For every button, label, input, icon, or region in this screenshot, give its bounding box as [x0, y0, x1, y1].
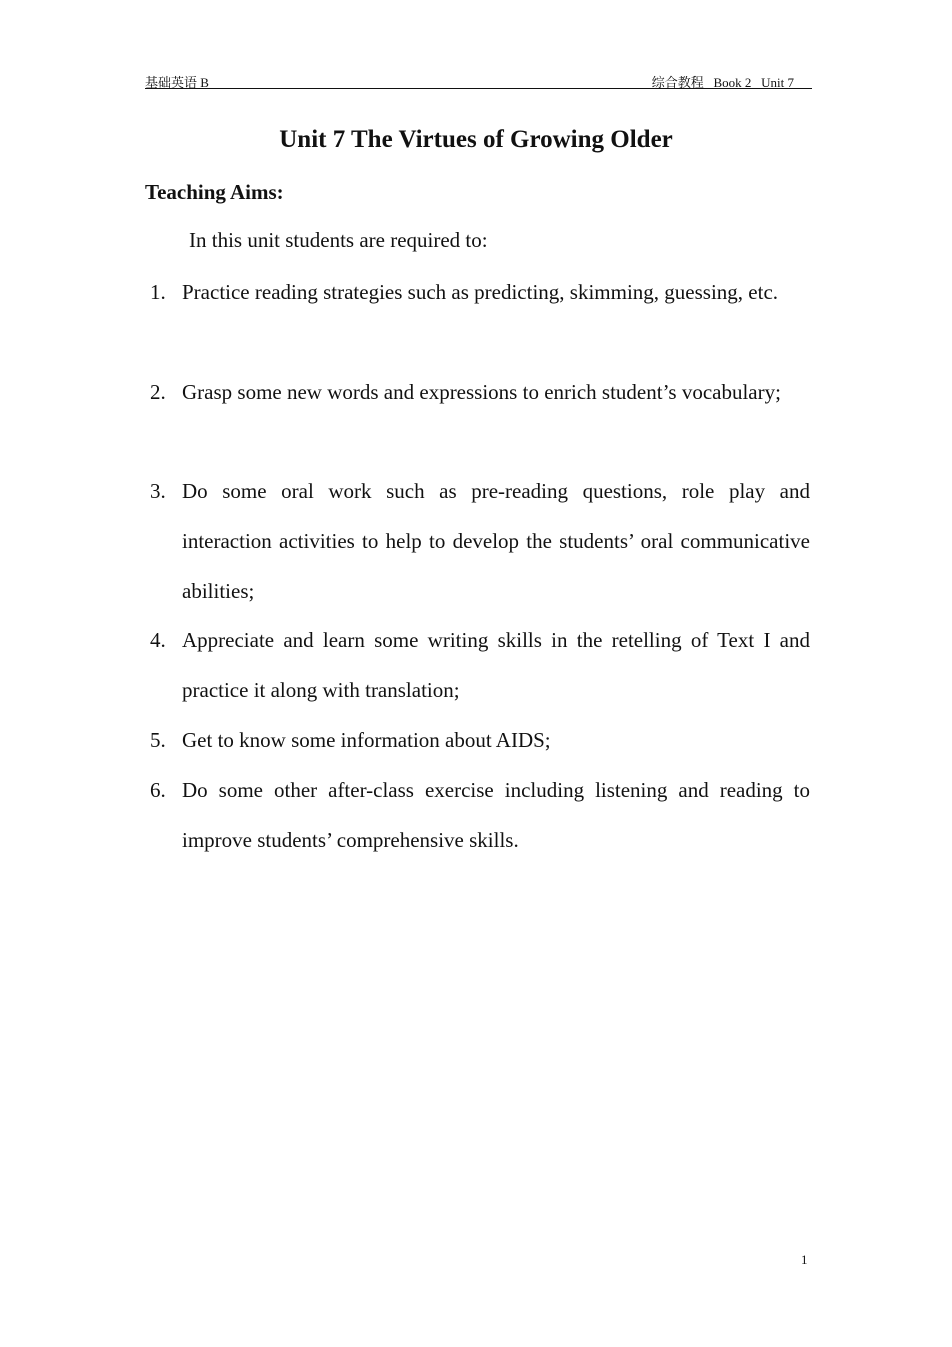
aim-text: Practice reading strategies such as predicting, skimming, guessing, etc. — [182, 280, 779, 304]
aim-number: 2. — [150, 380, 166, 404]
aims-intro: In this unit students are required to: — [189, 228, 488, 252]
aim-item-4 — [150, 615, 810, 715]
aim-number: 3. — [150, 479, 166, 503]
aim-text: Do some oral work such as pre-reading questions, role play and interaction activities to help to develop the students’ oral communicative abilities; — [182, 479, 810, 603]
aim-item-5 — [150, 715, 810, 765]
aim-item-1 — [150, 267, 810, 317]
aim-number: 4. — [150, 628, 166, 652]
aim-number: 6. — [150, 778, 166, 802]
header-book-unit: 综合教程 Book 2 Unit 7 — [651, 75, 794, 90]
page-header — [145, 70, 812, 89]
page-number: 1 — [801, 1252, 808, 1267]
aim-text: Do some other after-class exercise including listening and reading to improve students’ comprehensive skills. — [182, 778, 810, 852]
aim-item-3 — [150, 466, 810, 616]
aim-text: Appreciate and learn some writing skills in the retelling of Text I and practice it along with translation; — [182, 628, 810, 702]
aim-text: Get to know some information about AIDS; — [182, 728, 551, 752]
aim-item-6 — [150, 765, 810, 865]
aim-number: 1. — [150, 280, 166, 304]
aim-item-2 — [150, 367, 810, 417]
teaching-aims-heading: Teaching Aims: — [145, 180, 284, 204]
unit-title: Unit 7 The Virtues of Growing Older — [279, 126, 673, 153]
aim-text: Grasp some new words and expressions to enrich student’s vocabulary; — [182, 380, 781, 404]
aim-number: 5. — [150, 728, 166, 752]
header-course-name: 基础英语 B — [145, 75, 209, 90]
